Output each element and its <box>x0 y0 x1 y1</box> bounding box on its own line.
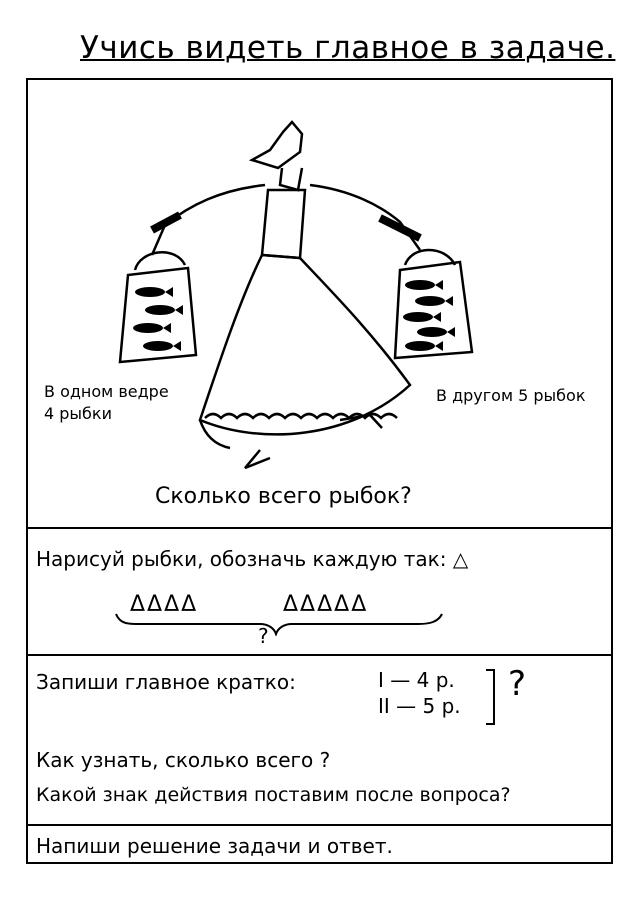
divider-3 <box>26 824 613 826</box>
triangle-symbol: △ <box>452 547 469 571</box>
left-bucket-caption-line2: 4 рыбки <box>44 404 112 423</box>
triangles-group-2: ΔΔΔΔΔ <box>283 592 369 617</box>
draw-instruction <box>36 547 468 571</box>
record-row-2: II — 5 р. <box>378 694 461 718</box>
record-row-1: I — 4 р. <box>378 668 455 692</box>
record-question-mark: ? <box>508 664 527 704</box>
page-title: Учись видеть главное в задаче. <box>80 30 616 66</box>
illustration-question: Сколько всего рыбок? <box>155 484 412 509</box>
sum-unknown: ? <box>258 624 269 648</box>
draw-instruction-text: Нарисуй рыбки, обозначь каждую так: <box>36 547 447 571</box>
divider-2 <box>26 654 613 656</box>
final-task: Напиши решение задачи и ответ. <box>36 834 393 858</box>
question-line-2: Какой знак действия поставим после вопроса? <box>36 784 511 806</box>
short-record-instruction: Запиши главное кратко: <box>36 670 296 694</box>
triangles-group-1: ΔΔΔΔ <box>130 592 199 617</box>
left-bucket-caption-line1: В одном ведре <box>44 382 169 401</box>
divider-1 <box>26 527 613 529</box>
question-line-1: Как узнать, сколько всего ? <box>36 748 331 772</box>
right-bucket-caption: В другом 5 рыбок <box>436 386 586 405</box>
record-bracket <box>484 668 498 728</box>
grouping-brace <box>112 612 452 636</box>
